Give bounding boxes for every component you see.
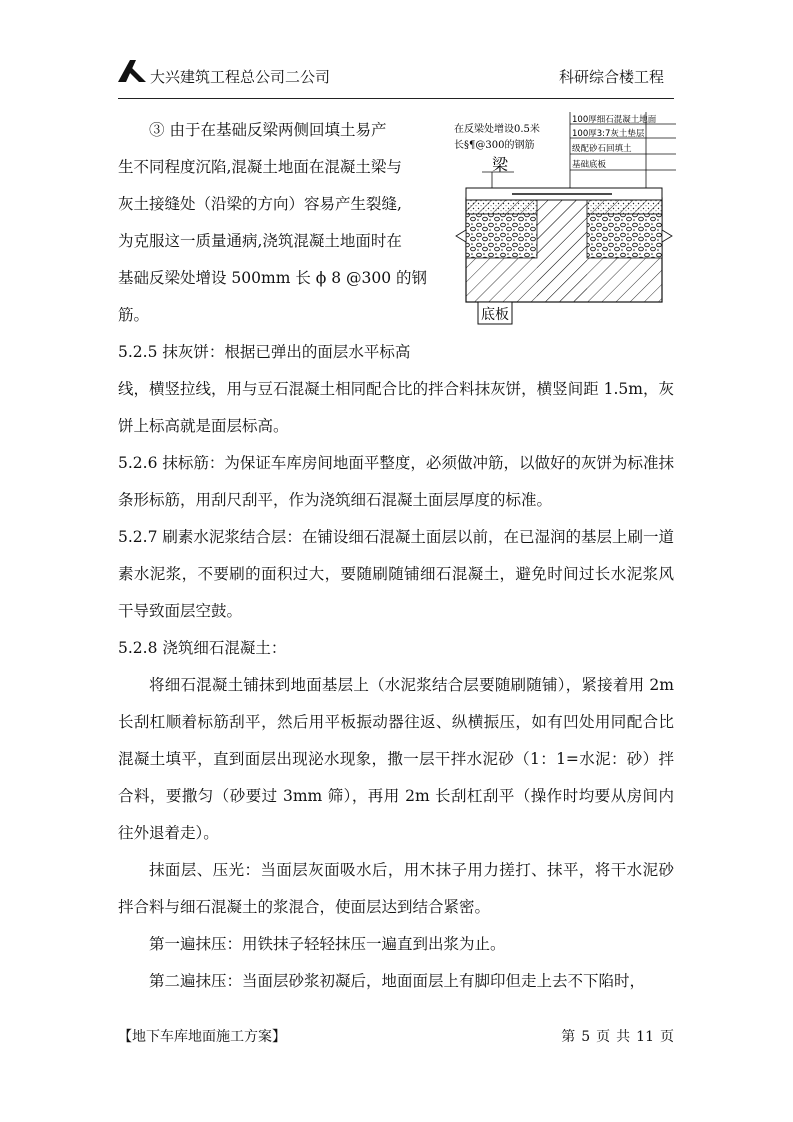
figure-layer-4: 基础底板	[572, 160, 607, 170]
paragraph-line: 生不同程度沉陷,混凝土地面在混凝土梁与	[118, 158, 402, 176]
paragraph-line: 基础反梁处增设 500mm 长 ϕ 8 @300 的钢	[118, 269, 428, 287]
company-logo-icon	[118, 60, 146, 84]
figure-note-line2: 长§¶@300的钢筋	[454, 140, 535, 151]
figure-slab-label: 底板	[481, 307, 509, 323]
total-pages: 11	[636, 1029, 654, 1045]
second-press-paragraph: 第二遍抹压：当面层砂浆初凝后，地面面层上有脚印但走上去不下陷时，	[149, 972, 646, 990]
figure-layer-1: 100厚细石混凝土地面	[572, 115, 657, 125]
item-number: ③	[149, 121, 165, 139]
section-5-2-5-body: 线，横竖拉线，用与豆石混凝土相同配合比的拌合料抹灰饼，横竖间距 1.5m，灰饼上标高就是面层标高。	[118, 380, 674, 435]
paragraph-line: 灰土接缝处（沿梁的方向）容易产生裂缝,	[118, 195, 402, 213]
section-5-2-6: 5.2.6 抹标筋：为保证车库房间地面平整度，必须做冲筋，以做好的灰饼为标准抹条形标筋，用刮尺刮平，作为浇筑细石混凝土面层厚度的标准。	[118, 454, 674, 509]
paragraph-line: 由于在基础反梁两侧回填土易产	[169, 121, 387, 139]
figure-note-line1: 在反梁处增设0.5米	[454, 124, 540, 135]
figure-layer-3: 级配砂石回填土	[572, 144, 632, 154]
document-body	[118, 112, 674, 1000]
paragraph-item-3	[118, 112, 436, 371]
paragraph-line: 筋。	[118, 306, 150, 324]
trowel-paragraph: 抹面层、压光：当面层灰面吸水后，用木抹子用力搓打、抹平，将干水泥砂拌合料与细石混凝土的浆混合，使面层达到结合紧密。	[118, 861, 674, 916]
document-title: 【地下车库地面施工方案】	[118, 1029, 286, 1045]
section-heading-5-2-5: 5.2.5 抹灰饼：根据已弹出的面层水平标高	[118, 343, 411, 361]
section-5-2-8-body: 将细石混凝土铺抹到地面基层上（水泥浆结合层要随刷随铺），紧接着用 2m 长刮杠顺着标筋刮平，然后用平板振动器往返、纵横振压，如有凹处用同配合比混凝土填平，直到面层出现泌水现象，撒一层干拌水泥砂（1：1=水泥：砂）拌合料，要撒匀（砂要过 3mm 筛），再用 2m 长刮杠刮平（操作时均要从房间内往外退着走）。	[118, 676, 674, 842]
first-press-paragraph: 第一遍抹压：用铁抹子轻轻抹压一遍直到出浆为止。	[149, 935, 506, 953]
page-number: 5	[581, 1029, 591, 1045]
section-5-2-7: 5.2.7 刷素水泥浆结合层：在铺设细石混凝土面层以前，在已湿润的基层上刷一道素水泥浆，不要刷的面积过大，要随刷随铺细石混凝土，避免时间过长水泥浆风干导致面层空鼓。	[118, 528, 674, 620]
page-indicator: 第 5 页 共 11 页	[561, 1029, 674, 1045]
figure-beam-label: 梁	[492, 155, 509, 174]
project-name: 科研综合楼工程	[558, 68, 664, 86]
paragraph-line: 为克服这一质量通病,浇筑混凝土地面时在	[118, 232, 402, 250]
section-5-2-8-title: 5.2.8 浇筑细石混凝土：	[118, 639, 287, 657]
company-name: 大兴建筑工程总公司二公司	[150, 68, 331, 86]
page-header	[118, 58, 674, 99]
figure-layer-2: 100厚3:7灰土垫层	[572, 129, 645, 139]
